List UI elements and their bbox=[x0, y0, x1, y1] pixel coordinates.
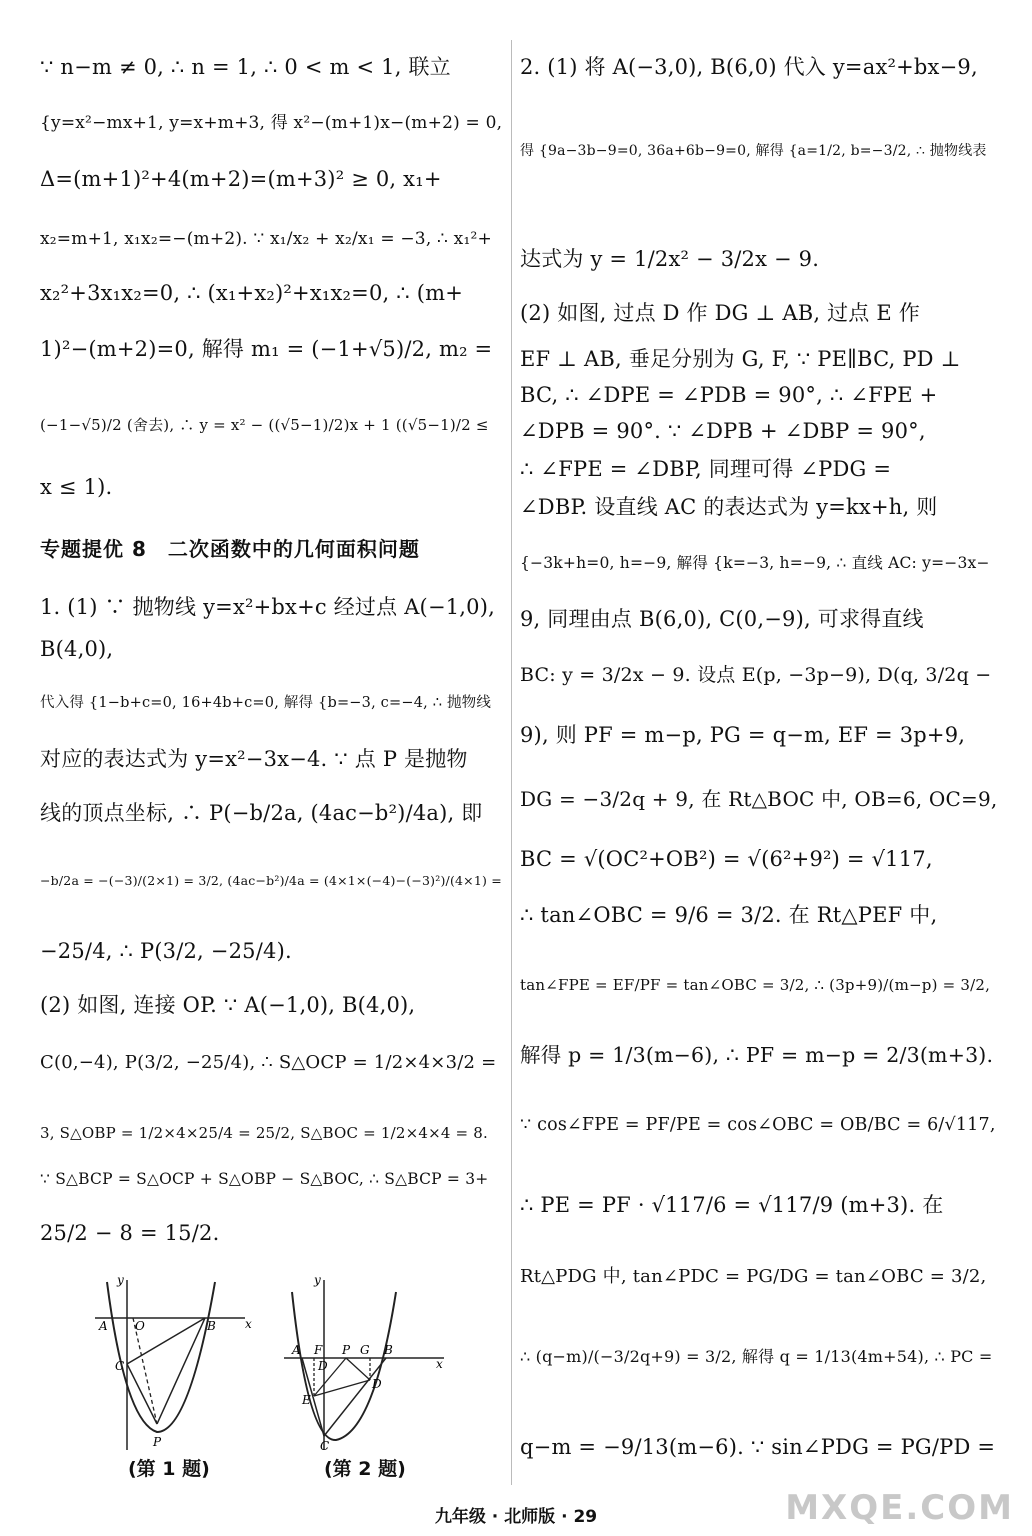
text-line: 解得 p = 1/3(m−6), ∴ PF = m−p = 2/3(m+3). bbox=[520, 1043, 994, 1067]
text-line: Rt△PDG 中, tan∠PDC = PG/DG = tan∠OBC = 3/2, bbox=[520, 1266, 987, 1287]
text-line: 25/2 − 8 = 15/2. bbox=[40, 1221, 220, 1245]
text-line: x ≤ 1). bbox=[40, 475, 113, 499]
label-x: x bbox=[245, 1317, 252, 1331]
figure-2-graph bbox=[284, 1272, 454, 1452]
text-line: 得 {9a−3b−9=0, 36a+6b−9=0, 解得 {a=1/2, b=−3/2, ∴ 抛物线表 bbox=[520, 143, 987, 159]
parabola bbox=[107, 1282, 215, 1432]
text-line: BC: y = 3/2x − 9. 设点 E(p, −3p−9), D(q, 3/2q − bbox=[520, 664, 992, 686]
label-y: y bbox=[314, 1273, 321, 1287]
text-line: 2. (1) 将 A(−3,0), B(6,0) 代入 y=ax²+bx−9, bbox=[520, 55, 978, 79]
text-line: C(0,−4), P(3/2, −25/4), ∴ S△OCP = 1/2×4×3/2 = bbox=[40, 1052, 497, 1073]
text-line: EF ⊥ AB, 垂足分别为 G, F, ∵ PE∥BC, PD ⊥ bbox=[520, 347, 961, 371]
label-p: P bbox=[342, 1343, 351, 1357]
text-line: (2) 如图, 连接 OP. ∵ A(−1,0), B(4,0), bbox=[40, 993, 416, 1017]
text-line: q−m = −9/13(m−6). ∵ sin∠PDG = PG/PD = bbox=[520, 1435, 996, 1459]
text-line: 对应的表达式为 y=x²−3x−4. ∵ 点 P 是抛物 bbox=[40, 747, 468, 771]
label-d-left: D bbox=[318, 1359, 328, 1373]
text-line: ∠DPB = 90°. ∵ ∠DPB + ∠DBP = 90°, bbox=[520, 419, 926, 443]
text-line: BC, ∴ ∠DPE = ∠PDB = 90°, ∴ ∠FPE + bbox=[520, 383, 938, 407]
segment-cp bbox=[127, 1364, 157, 1424]
text-line: {y=x²−mx+1, y=x+m+3, 得 x²−(m+1)x−(m+2) = 0, bbox=[40, 113, 503, 133]
label-a: A bbox=[292, 1343, 301, 1357]
label-x: x bbox=[436, 1357, 443, 1371]
label-f: F bbox=[314, 1343, 323, 1357]
text-line: 达式为 y = 1/2x² − 3/2x − 9. bbox=[520, 247, 820, 271]
label-b: B bbox=[384, 1343, 393, 1357]
watermark: MXQE.COM bbox=[785, 1488, 1014, 1528]
label-y: y bbox=[117, 1273, 124, 1287]
text-line: ∴ ∠FPE = ∠DBP, 同理可得 ∠PDG = bbox=[520, 457, 892, 481]
text-line: 线的顶点坐标, ∴ P(−b/2a, (4ac−b²)/4a), 即 bbox=[40, 801, 483, 825]
text-line: ∵ cos∠FPE = PF/PE = cos∠OBC = OB/BC = 6/√117, bbox=[520, 1115, 996, 1135]
label-g: G bbox=[360, 1343, 370, 1357]
page-footer: 九年级 · 北师版 · 29 bbox=[434, 1507, 598, 1527]
label-c: C bbox=[320, 1439, 330, 1452]
text-line: −b/2a = −(−3)/(2×1) = 3/2, (4ac−b²)/4a = (4×1×(−4)−(−3)²)/(4×1) = bbox=[40, 873, 502, 888]
text-line: 1. (1) ∵ 抛物线 y=x²+bx+c 经过点 A(−1,0), bbox=[40, 595, 496, 619]
segment-cb bbox=[324, 1358, 386, 1436]
text-line: ∴ tan∠OBC = 9/6 = 3/2. 在 Rt△PEF 中, bbox=[520, 903, 938, 927]
text-line: (−1−√5)/2 (舍去), ∴ y = x² − ((√5−1)/2)x + 1 ((√5−1)/2 ≤ bbox=[40, 416, 489, 434]
text-line: DG = −3/2q + 9, 在 Rt△BOC 中, OB=6, OC=9, bbox=[520, 787, 998, 811]
text-line: BC = √(OC²+OB²) = √(6²+9²) = √117, bbox=[520, 847, 933, 871]
text-line: B(4,0), bbox=[40, 637, 114, 661]
section-heading: 专题提优 8 二次函数中的几何面积问题 bbox=[40, 537, 420, 561]
text-line: −25/4, ∴ P(3/2, −25/4). bbox=[40, 939, 292, 963]
text-line: ∴ (q−m)/(−3/2q+9) = 3/2, 解得 q = 1/13(4m+54), ∴ PC = bbox=[520, 1347, 993, 1366]
label-p: P bbox=[153, 1435, 162, 1449]
figure-1-graph bbox=[95, 1272, 255, 1452]
text-line: x₂=m+1, x₁x₂=−(m+2). ∵ x₁/x₂ + x₂/x₁ = −3, ∴ x₁²+ bbox=[40, 229, 492, 249]
segment-pd bbox=[346, 1358, 370, 1380]
text-line: 9, 同理由点 B(6,0), C(0,−9), 可求得直线 bbox=[520, 607, 924, 631]
label-d: D bbox=[372, 1377, 382, 1391]
text-line: Δ=(m+1)²+4(m+2)=(m+3)² ≥ 0, x₁+ bbox=[40, 167, 442, 191]
text-line: ∵ n−m ≠ 0, ∴ n = 1, ∴ 0 < m < 1, 联立 bbox=[40, 55, 451, 79]
label-o: O bbox=[135, 1319, 145, 1333]
text-line: 1)²−(m+2)=0, 解得 m₁ = (−1+√5)/2, m₂ = bbox=[40, 337, 493, 361]
label-a: A bbox=[99, 1319, 108, 1333]
text-line: 9), 则 PF = m−p, PG = q−m, EF = 3p+9, bbox=[520, 723, 966, 747]
text-line: tan∠FPE = EF/PF = tan∠OBC = 3/2, ∴ (3p+9)/(m−p) = 3/2, bbox=[520, 976, 991, 994]
text-line: (2) 如图, 过点 D 作 DG ⊥ AB, 过点 E 作 bbox=[520, 301, 920, 325]
column-divider bbox=[511, 40, 512, 1485]
figure-1-caption: (第 1 题) bbox=[128, 1458, 210, 1480]
label-b: B bbox=[207, 1319, 216, 1333]
figure-2-caption: (第 2 题) bbox=[324, 1458, 406, 1480]
text-line: x₂²+3x₁x₂=0, ∴ (x₁+x₂)²+x₁x₂=0, ∴ (m+ bbox=[40, 281, 463, 305]
label-e: E bbox=[302, 1393, 311, 1407]
text-line: ∠DBP. 设直线 AC 的表达式为 y=kx+h, 则 bbox=[520, 495, 938, 519]
text-line: {−3k+h=0, h=−9, 解得 {k=−3, h=−9, ∴ 直线 AC: y=−3x− bbox=[520, 554, 990, 572]
text-line: ∴ PE = PF · √117/6 = √117/9 (m+3). 在 bbox=[520, 1193, 944, 1217]
text-line: 代入得 {1−b+c=0, 16+4b+c=0, 解得 {b=−3, c=−4, ∴ 抛物线 bbox=[40, 695, 492, 711]
text-line: 3, S△OBP = 1/2×4×25/4 = 25/2, S△BOC = 1/2×4×4 = 8. bbox=[40, 1124, 489, 1142]
text-line: ∵ S△BCP = S△OCP + S△OBP − S△BOC, ∴ S△BCP = 3+ bbox=[40, 1170, 489, 1188]
label-c: C bbox=[115, 1359, 125, 1373]
